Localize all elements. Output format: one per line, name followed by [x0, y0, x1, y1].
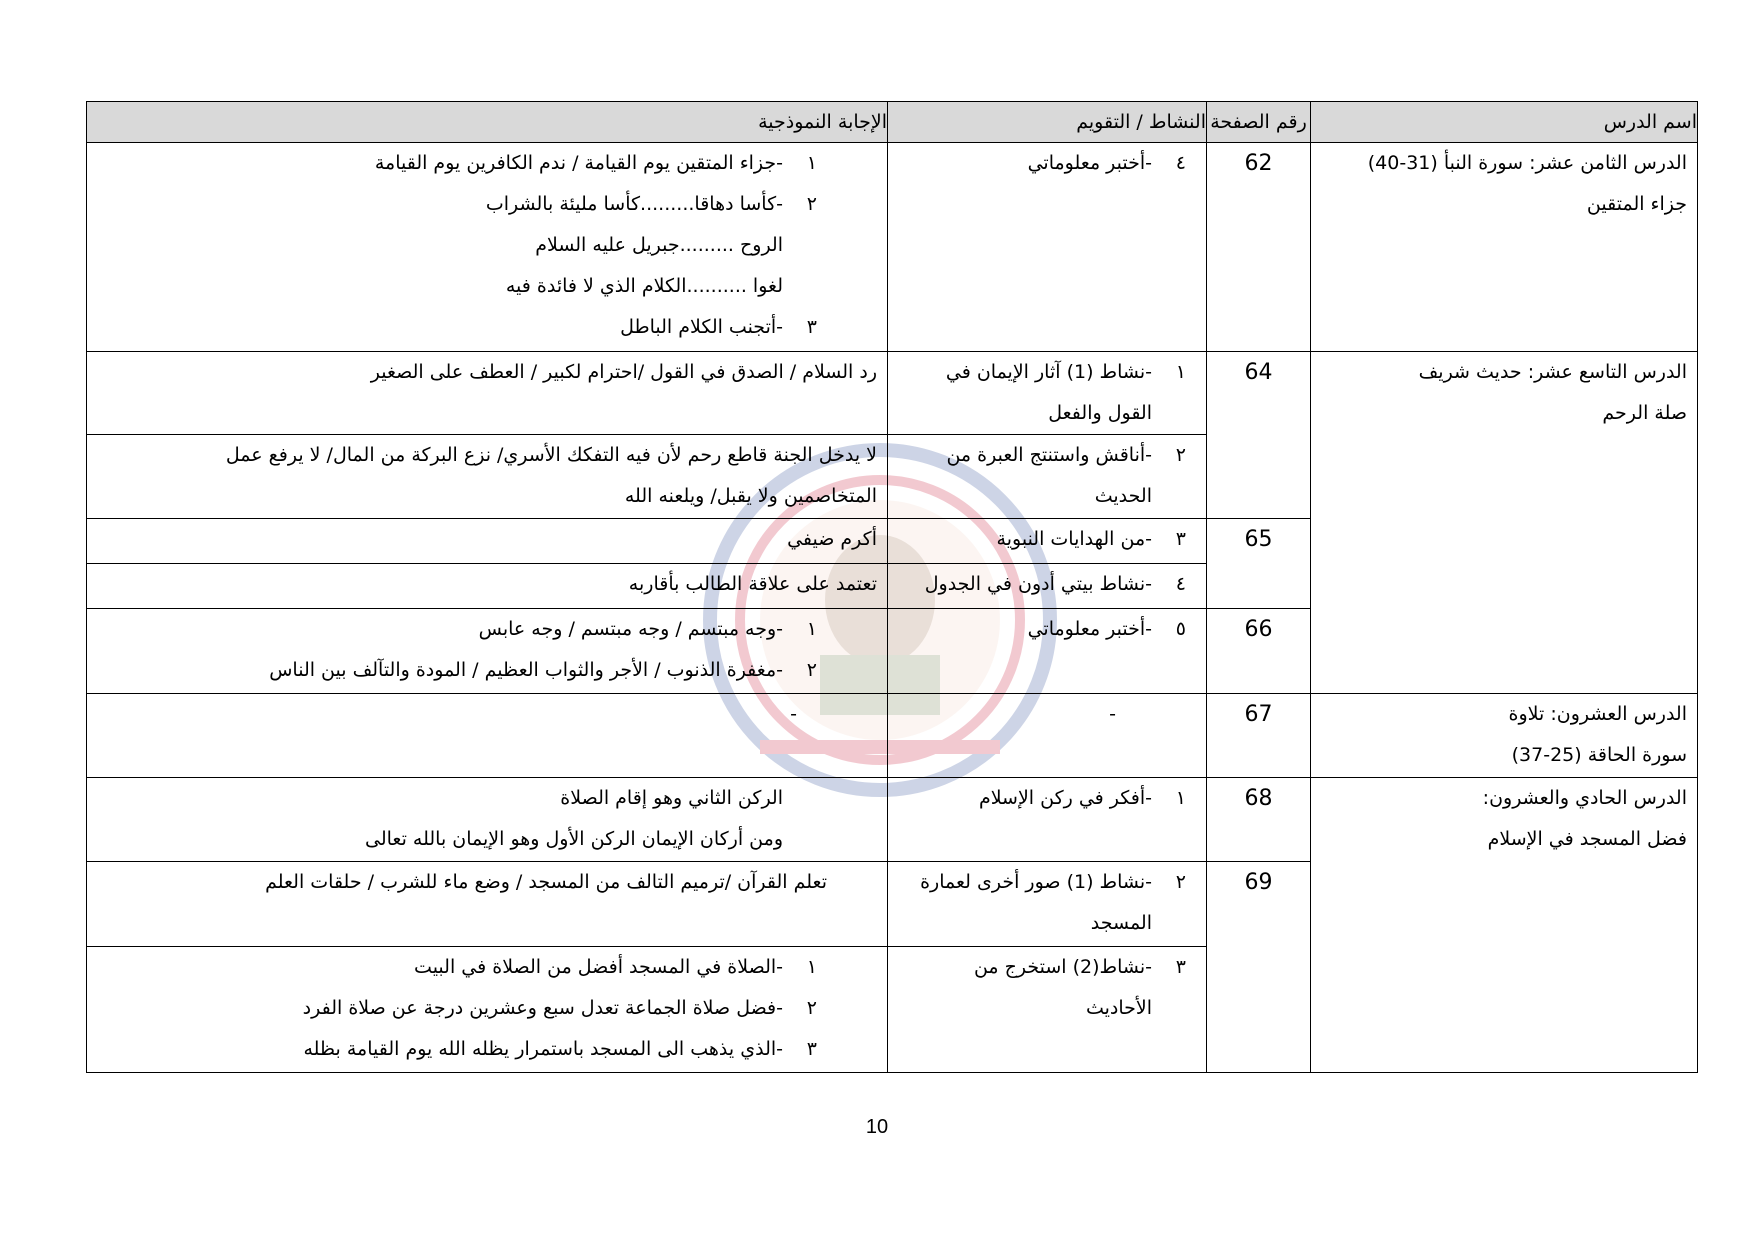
activity-text: -أناقش واستنتج العبرة من — [946, 444, 1152, 466]
answer-cell — [87, 947, 888, 1073]
activity-number: ٢ — [1175, 871, 1186, 893]
answer-cell: أكرم ضيفي — [87, 519, 888, 564]
activity-cell — [888, 352, 1207, 435]
answer-text: -مغفرة الذنوب / الأجر والثواب العظيم / المودة والتآلف بين الناس — [269, 659, 783, 681]
page-number-cell: 64 — [1207, 352, 1311, 519]
answer-cell — [87, 609, 888, 694]
activity-text: -نشاط (1) صور أخرى لعمارة — [920, 871, 1152, 893]
answer-cell: - — [87, 694, 888, 778]
page-number-cell: 68 — [1207, 778, 1311, 862]
activity-cell: - — [888, 694, 1207, 778]
lesson-title: الدرس الثامن عشر: سورة النبأ (31-40) — [1367, 152, 1687, 174]
answer-number: ٣ — [806, 1038, 817, 1060]
activity-text: -أختبر معلوماتي — [1027, 152, 1152, 174]
answer-cell: رد السلام / الصدق في القول /احترام لكبير / العطف على الصغير — [87, 352, 888, 435]
answer-cell — [87, 143, 888, 352]
answer-text: -أتجنب الكلام الباطل — [620, 316, 783, 338]
answer-cell: تعلم القرآن /ترميم التالف من المسجد / وضع ماء للشرب / حلقات العلم — [87, 862, 888, 947]
answer-text: الروح .........جبريل عليه السلام — [535, 234, 783, 256]
answer-text: لغوا ..........الكلام الذي لا فائدة فيه — [505, 275, 783, 297]
activity-number: ٢ — [1175, 444, 1186, 466]
table-row — [87, 778, 1698, 862]
page-number-cell: 62 — [1207, 143, 1311, 352]
lesson-subtitle: سورة الحاقة (25-37) — [1511, 744, 1687, 766]
activity-cell — [888, 519, 1207, 564]
page-number-cell: 67 — [1207, 694, 1311, 778]
activity-number: ٤ — [1175, 573, 1186, 595]
page-number-cell: 65 — [1207, 519, 1311, 609]
answer-text: الركن الثاني وهو إقام الصلاة — [560, 787, 783, 809]
lesson-title: الدرس التاسع عشر: حديث شريف — [1418, 361, 1687, 383]
answer-text: ومن أركان الإيمان الركن الأول وهو الإيمان بالله تعالى — [364, 828, 783, 850]
activity-number: ٥ — [1175, 618, 1186, 640]
page-number-cell: 69 — [1207, 862, 1311, 1073]
answer-number: ١ — [806, 152, 817, 174]
lesson-subtitle: جزاء المتقين — [1586, 193, 1687, 215]
activity-text: -نشاط(2) استخرج من — [973, 956, 1152, 978]
answer-text: -وجه مبتسم / وجه مبتسم / وجه عابس — [478, 618, 783, 640]
answer-cell: تعتمد على علاقة الطالب بأقاربه — [87, 564, 888, 609]
lesson-title: الدرس الحادي والعشرون: — [1482, 787, 1687, 809]
activity-number: ٣ — [1175, 956, 1186, 978]
table-row — [87, 694, 1698, 778]
activity-text: -من الهدايات النبوية — [996, 528, 1152, 550]
activity-cell — [888, 609, 1207, 694]
lesson-title: الدرس العشرون: تلاوة — [1508, 703, 1687, 725]
answer-text: -جزاء المتقين يوم القيامة / ندم الكافرين يوم القيامة — [374, 152, 783, 174]
activity-cell — [888, 862, 1207, 947]
answer-number: ٢ — [806, 997, 817, 1019]
activity-text: القول والفعل — [1048, 402, 1152, 424]
table-row — [87, 352, 1698, 435]
header-row — [87, 102, 1698, 143]
answer-cell — [87, 435, 888, 519]
lesson-name-cell — [1311, 143, 1698, 352]
lesson-subtitle: صلة الرحم — [1602, 402, 1687, 424]
activity-number: ١ — [1175, 361, 1186, 383]
header-answer: الإجابة النموذجية — [87, 102, 888, 143]
answer-number: ٣ — [806, 316, 817, 338]
activity-number: ٤ — [1175, 152, 1186, 174]
header-page: رقم الصفحة — [1207, 102, 1311, 143]
answer-text: -كأسا دهاقا.........كأسا مليئة بالشراب — [485, 193, 783, 215]
activity-cell — [888, 564, 1207, 609]
answer-text: -الذي يذهب الى المسجد باستمرار يظله الله يوم القيامة بظله — [303, 1038, 783, 1060]
activity-cell — [888, 435, 1207, 519]
answer-cell — [87, 778, 888, 862]
activity-text: -نشاط بيتي أدون في الجدول — [924, 573, 1152, 595]
page-number: 10 — [865, 1116, 889, 1138]
activity-text: -نشاط (1) آثار الإيمان في — [945, 361, 1152, 383]
page-number-cell: 66 — [1207, 609, 1311, 694]
answer-number: ٢ — [806, 659, 817, 681]
lesson-name-cell — [1311, 778, 1698, 1073]
activity-text: الحديث — [1094, 485, 1152, 507]
answer-number: ١ — [806, 618, 817, 640]
answer-text: لا يدخل الجنة قاطع رحم لأن فيه التفكك الأسري/ نزع البركة من المال/ لا يرفع عمل — [225, 444, 877, 466]
answer-text: المتخاصمين ولا يقبل/ ويلعنه الله — [624, 485, 877, 507]
activity-cell — [888, 778, 1207, 862]
activity-number: ٣ — [1175, 528, 1186, 550]
lesson-subtitle: فضل المسجد في الإسلام — [1487, 828, 1687, 850]
table-row — [87, 143, 1698, 352]
activity-text: -أختبر معلوماتي — [1027, 618, 1152, 640]
header-lesson: اسم الدرس — [1311, 102, 1698, 143]
activity-number: ١ — [1175, 787, 1186, 809]
lesson-name-cell — [1311, 694, 1698, 778]
lesson-name-cell — [1311, 352, 1698, 694]
answer-number: ٢ — [806, 193, 817, 215]
activity-cell — [888, 947, 1207, 1073]
activity-cell — [888, 143, 1207, 352]
answer-text: -الصلاة في المسجد أفضل من الصلاة في البيت — [414, 956, 783, 978]
answer-text: -فضل صلاة الجماعة تعدل سبع وعشرين درجة عن صلاة الفرد — [302, 997, 783, 1019]
answer-number: ١ — [806, 956, 817, 978]
header-activity: النشاط / التقويم — [888, 102, 1207, 143]
lessons-table — [86, 101, 1698, 1073]
activity-text: -أفكر في ركن الإسلام — [978, 787, 1152, 809]
activity-text: الأحاديث — [1085, 997, 1152, 1019]
activity-text: المسجد — [1090, 912, 1152, 934]
